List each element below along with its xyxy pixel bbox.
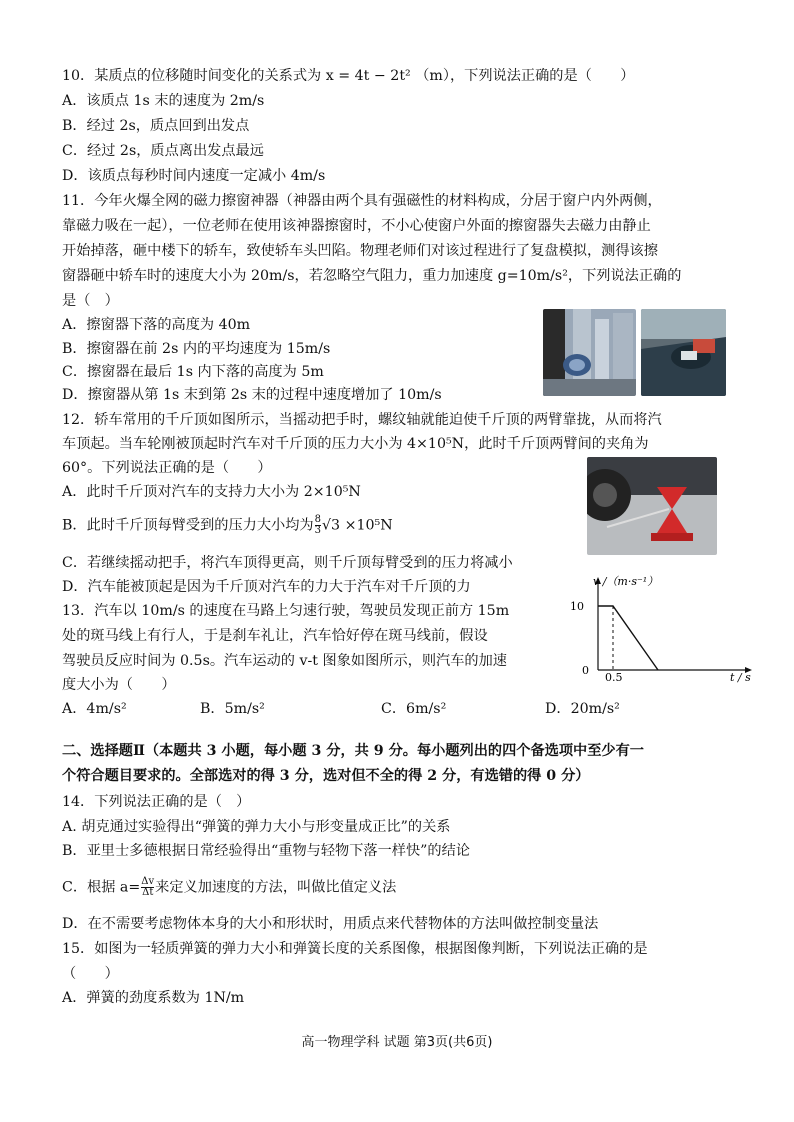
q13-line-3: 驾驶员反应时间为 0.5s。汽车运动的 v-t 图象如图所示，则汽车的加速 [62,653,507,669]
fraction-denominator: 3 [314,525,321,536]
q12-option-b-text: B．此时千斤顶每臂受到的压力大小均为 [62,517,314,534]
q14-option-c-text: C．根据 a= [62,879,141,896]
q13-option-b: B．5m/s² [200,701,265,717]
q15-paren: （ ） [62,966,119,982]
window-cleaner-photo [543,309,636,396]
q11-option-a: A．擦窗器下落的高度为 40m [62,317,251,333]
q14-option-c-rest: 来定义加速度的方法，叫做比值定义法 [155,879,397,896]
q14-stem: 14．下列说法正确的是（ ） [62,794,251,810]
y-tick-10: 10 [570,600,584,613]
q10-option-b: B．经过 2s，质点回到出发点 [62,118,250,134]
q12-option-d: D．汽车能被顶起是因为千斤顶对汽车的力大于汽车对千斤顶的力 [62,579,471,595]
q12-option-c: C．若继续摇动把手，将汽车顶得更高，则千斤顶每臂受到的压力将减小 [62,555,513,571]
q14-option-c [62,877,396,898]
car-jack-photo [587,457,717,555]
q11-option-d: D．擦窗器从第 1s 末到第 2s 末的过程中速度增加了 10m/s [62,387,442,403]
q11-line-3: 开始掉落，砸中楼下的轿车，致使轿车头凹陷。物理老师们对该过程进行了复盘模拟，测得该擦 [62,243,658,259]
q13-line-1: 13．汽车以 10m/s 的速度在马路上匀速行驶，驾驶员发现正前方 15m [62,603,510,619]
fraction-denominator: Δt [142,887,154,898]
q14-option-d: D．在不需要考虑物体本身的大小和形状时，用质点来代替物体的方法叫做控制变量法 [62,916,599,932]
fraction [315,515,321,536]
q14-option-b: B．亚里士多德根据日常经验得出“重物与轻物下落一样快”的结论 [62,843,470,859]
q12-option-b-value: √3 ×10⁵N [322,517,393,534]
q12-option-a: A．此时千斤顶对汽车的支持力大小为 2×10⁵N [62,484,361,500]
q12-line-2: 车顶起。当车轮刚被顶起时汽车对千斤顶的压力大小为 4×10⁵N，此时千斤顶两臂间的夹角为 [62,436,649,452]
q13-option-a: A．4m/s² [62,701,127,717]
x-axis-label: t / s [730,671,751,684]
q13-line-4: 度大小为（ ） [62,677,176,693]
page-footer: 高一物理学科 试题 第3页(共6页) [301,1035,493,1050]
section2-heading-1: 二、选择题Ⅱ（本题共 3 小题，每小题 3 分，共 9 分。每小题列出的四个备选项中至少有一 [62,743,644,759]
q11-line-4: 窗器砸中轿车时的速度大小为 20m/s，若忽略空气阻力，重力加速度 g=10m/s²，下列说法正确的 [62,268,682,284]
q14-option-a: A. 胡克通过实验得出“弹簧的弹力大小与形变量成正比”的关系 [62,819,451,835]
q12-line-3: 60°。下列说法正确的是（ ） [62,460,272,476]
origin-label: 0 [582,664,589,677]
y-axis-label: v /（m·s⁻¹） [593,575,659,588]
q13-line-2: 处的斑马线上有行人，于是刹车礼让，汽车恰好停在斑马线前，假设 [62,628,488,644]
q10-stem: 10．某质点的位移随时间变化的关系式为 x = 4t − 2t² （m），下列说法正确的是（ ） [62,68,635,84]
velocity-line [598,606,658,670]
q13-option-d: D．20m/s² [545,701,620,717]
fraction [141,877,154,898]
q15-option-a: A．弹簧的劲度系数为 1N/m [62,990,245,1006]
fraction-numerator: Δv [141,876,155,887]
vt-graph [560,574,760,684]
q11-option-c: C．擦窗器在最后 1s 内下落的高度为 5m [62,364,324,380]
x-tick-0.5: 0.5 [605,671,623,684]
damaged-car-photo [641,309,726,396]
q11-line-2: 靠磁力吸在一起），一位老师在使用该神器擦窗时，不小心使窗户外面的擦窗器失去磁力由静止 [62,218,651,234]
q10-option-c: C．经过 2s，质点离出发点最远 [62,143,264,159]
q13-option-c: C．6m/s² [381,701,447,717]
q15-stem: 15．如图为一轻质弹簧的弹力大小和弹簧长度的关系图像，根据图像判断，下列说法正确的是 [62,941,648,957]
section2-heading-2: 个符合题目要求的。全部选对的得 3 分，选对但不全的得 2 分，有选错的得 0 分） [62,768,590,784]
q12-option-b [62,515,393,536]
fraction-numerator: 8 [314,514,321,525]
q11-line-1: 11．今年火爆全网的磁力擦窗神器（神器由两个具有强磁性的材料构成，分居于窗户内外两侧， [62,193,662,209]
q11-line-5: 是（ ） [62,293,119,309]
q10-option-a: A．该质点 1s 末的速度为 2m/s [62,93,265,109]
q10-option-d: D．该质点每秒时间内速度一定减小 4m/s [62,168,326,184]
q11-option-b: B．擦窗器在前 2s 内的平均速度为 15m/s [62,341,331,357]
q12-line-1: 12．轿车常用的千斤顶如图所示，当摇动把手时，螺纹轴就能迫使千斤顶的两臂靠拢，从而将汽 [62,412,662,428]
